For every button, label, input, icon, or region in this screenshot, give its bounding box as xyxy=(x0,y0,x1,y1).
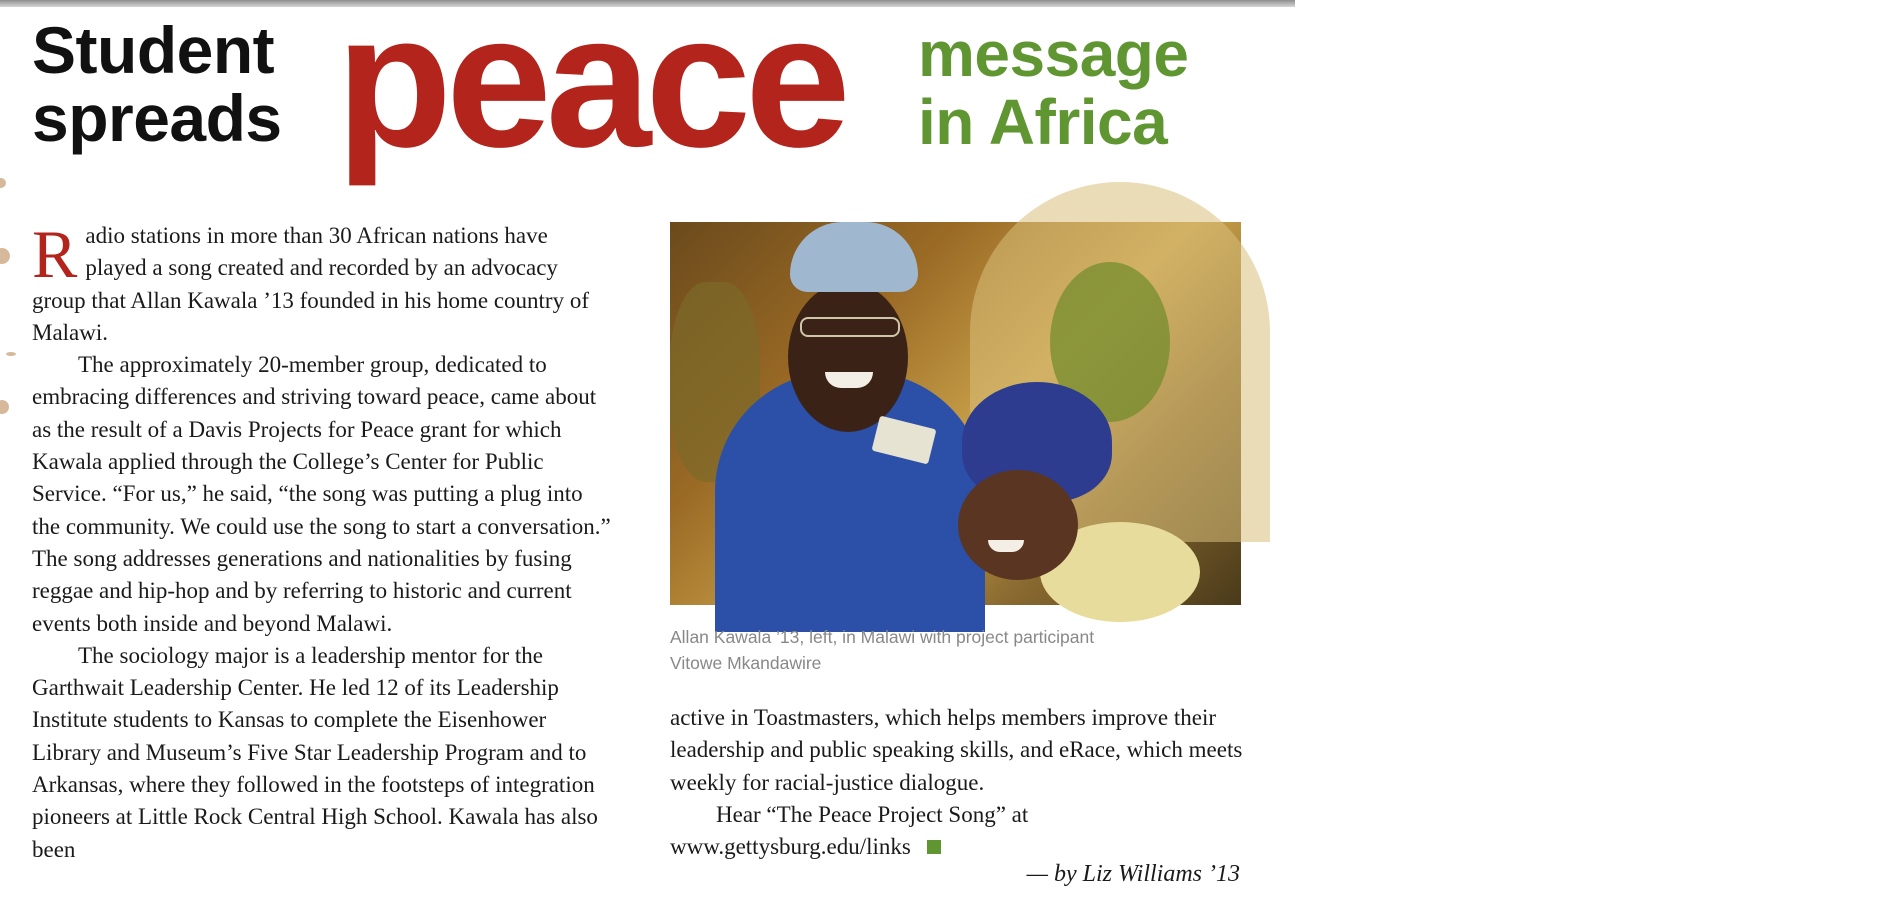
article-paragraph-4: active in Toastmasters, which helps members improve their leadership and public speaking skills, and eRace, which meets weekly for racial-justice dialogue. xyxy=(670,705,1243,795)
drop-cap: R xyxy=(32,216,78,292)
decorative-stain xyxy=(0,248,10,264)
byline: — by Liz Williams ’13 xyxy=(1026,861,1240,887)
article-paragraph-1-text: adio stations in more than 30 African nations have played a song created and recorded by an advocacy group that Allan Kawala ’13 founded in his home country of Malawi. xyxy=(32,223,589,345)
article-paragraph-3: The sociology major is a leadership mentor for the Garthwait Leadership Center. He led 12 of its Leadership Institute students to Kansas to complete the Eisenhower Library and Museum’s Five Star Leadership Program and to Arkansas, where they followed in the footsteps of integration pioneers at Little Rock Central High School. Kawala has also been xyxy=(32,642,598,862)
photo-woman-face xyxy=(958,470,1078,580)
headline-line-2: spreads xyxy=(32,81,282,155)
article-paragraph-1 xyxy=(32,216,612,349)
photo-man-face xyxy=(788,282,908,432)
article-paragraph-5-text: Hear “The Peace Project Song” at www.gettysburg.edu/links xyxy=(670,801,1029,860)
photo-caption xyxy=(670,624,1230,676)
article-left-column xyxy=(32,216,612,866)
photo-caption-line-2: Vitowe Mkandawire xyxy=(670,653,822,673)
article-right-column xyxy=(670,702,1250,863)
end-mark-icon xyxy=(927,840,941,854)
headline-student-spreads xyxy=(32,13,332,155)
photo-man-glasses xyxy=(800,317,900,337)
decorative-stain xyxy=(6,352,16,356)
headline-line-3: message xyxy=(918,18,1189,90)
article-paragraph-5 xyxy=(670,799,1250,864)
headline-line-1: Student xyxy=(32,13,275,87)
headline-peace: peace xyxy=(336,0,845,187)
headline-message-in-africa xyxy=(918,20,1188,156)
photo-credit: Photo by Brian Chapita xyxy=(1868,496,1888,682)
decorative-stain xyxy=(0,400,9,414)
decorative-stain xyxy=(0,178,6,188)
headline-line-4: in Africa xyxy=(918,86,1168,158)
photo-caption-line-1: Allan Kawala ’13, left, in Malawi with project participant xyxy=(670,627,1095,647)
article-paragraph-2: The approximately 20-member group, dedicated to embracing differences and striving toward peace, came about as the result of a Davis Projects for Peace grant for which Kawala applied through the College’s Center for Public Service. “For us,” he said, “the song was putting a plug into the community. We could use the song to start a conversation.” The song addresses generations and nationalities by fusing reggae and hip-hop and by referring to historic and current events both inside and beyond Malawi. xyxy=(32,352,611,636)
photo-man-cap xyxy=(790,222,918,292)
